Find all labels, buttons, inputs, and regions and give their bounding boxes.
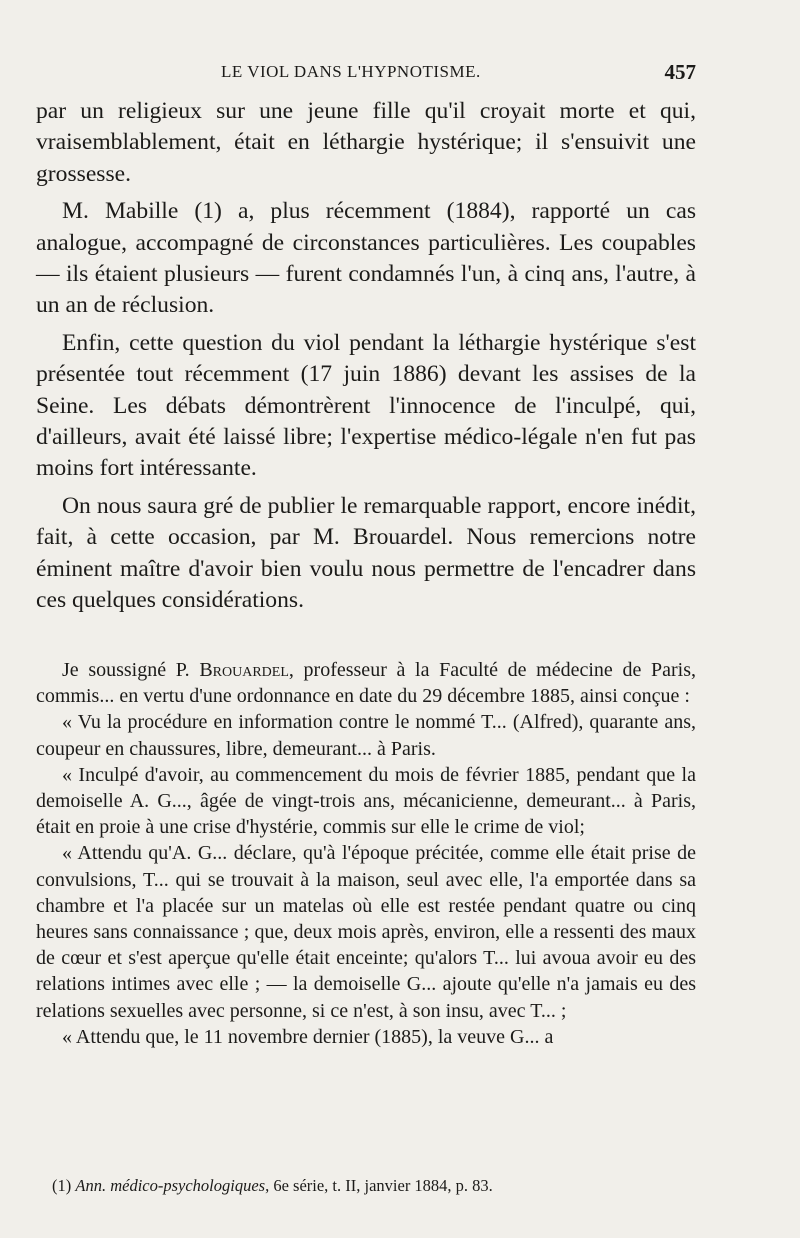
footnote-journal: Ann. médico-psychologiques	[75, 1176, 266, 1195]
report-intro-rest: , professeur à la Faculté de médecine de Paris, commis... en vertu d'une ordonnance en date du 29 décembre 1885, ainsi conçue :	[36, 659, 696, 708]
paragraph-2: M. Mabille (1) a, plus récemment (1884), rapporté un cas analogue, accompagné de circonstances particulières. Les coupables — ils étaient plusieurs — furent condamnés l'un, à cinq ans, l'autre, à un an de réclusion.	[36, 198, 696, 319]
main-text	[36, 96, 696, 623]
footnote-marker: (1)	[52, 1176, 76, 1195]
report-paragraph-4: « Attendu qu'A. G... déclare, qu'à l'époque précitée, comme elle était prise de convulsions, T... qui se trouvait à la maison, seul avec elle, l'a emportée dans sa chambre et l'a placée sur un matelas où elle est restée pendant quatre ou cinq heures sans connaissance ; que, deux mois après, environ, elle a ressenti des maux de cœur et s'est aperçue qu'elle était enceinte; qu'alors T... lui avoua avoir eu des relations intimes avec elle ; — la demoiselle G... ajoute qu'elle n'a jamais eu des relations sexuelles avec personne, si ce n'est, à son insu, avec T... ;	[36, 842, 696, 1022]
page-header	[36, 62, 696, 90]
report-excerpt	[36, 657, 696, 1050]
paragraph-3: Enfin, cette question du viol pendant la léthargie hystérique s'est présentée tout récemment (17 juin 1886) devant les assises de la Seine. Les débats démontrèrent l'innocence de l'inculpé, qui, d'ailleurs, avait été laissé libre; l'expertise médico-légale n'en fut pas moins fort intéressante.	[36, 329, 696, 482]
paragraph-4: On nous saura gré de publier le remarquable rapport, encore inédit, fait, à cette occasion, par M. Brouardel. Nous remercions notre éminent maître d'avoir bien voulu nous permettre de l'encadrer dans ces quelques considérations.	[36, 492, 696, 614]
author-name: Brouardel	[199, 659, 289, 681]
report-paragraph-3: « Inculpé d'avoir, au commencement du mois de février 1885, pendant que la demoiselle A. G..., âgée de vingt-trois ans, mécanicienne, demeurant... à Paris, était en proie à une crise d'hystérie, commis sur elle le crime de viol;	[36, 763, 696, 839]
running-title: LE VIOL DANS L'HYPNOTISME.	[221, 62, 481, 81]
report-intro: Je soussigné P.	[62, 659, 200, 681]
report-paragraph-1	[36, 657, 696, 709]
footnote	[52, 1176, 696, 1196]
page-number: 457	[664, 60, 696, 84]
paragraph-1: par un religieux sur une jeune fille qu'il croyait morte et qui, vraisemblablement, était en léthargie hystérique; il s'ensuivit une grossesse.	[36, 98, 696, 187]
report-paragraph-5: « Attendu que, le 11 novembre dernier (1885), la veuve G... a	[62, 1025, 554, 1048]
report-paragraph-2: « Vu la procédure en information contre le nommé T... (Alfred), quarante ans, coupeur en chaussures, libre, demeurant... à Paris.	[36, 711, 696, 760]
footnote-details: , 6e série, t. II, janvier 1884, p. 83.	[265, 1176, 493, 1195]
